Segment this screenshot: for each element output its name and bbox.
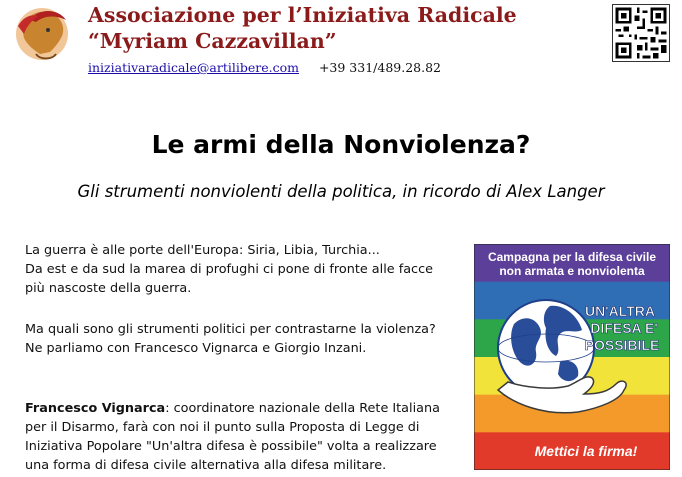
poster-slogan-line1: UN'ALTRA [585,303,655,319]
speaker-line: una forma di difesa civile alternativa alla difesa militare. [25,458,387,473]
intro-line: più nascoste della guerra. [25,281,192,296]
intro-paragraph [25,241,465,298]
page-title: Le armi della Nonviolenza? [151,130,531,159]
speaker-role: : coordinatore nazionale della Rete Italiana [165,401,440,416]
speaker-line: per il Disarmo, farà con noi il punto sulla Proposta di Legge di [25,420,420,435]
poster-header-line2: non armata e nonviolenta [499,264,645,278]
intro-line: Da est e da sud la marea di profughi ci pone di fronte alle facce [25,262,433,277]
poster-slogan-line3: POSSIBILE [584,337,660,353]
question-paragraph [25,320,465,358]
qr-code-icon [612,4,670,62]
association-logo [10,4,78,62]
phone-number: +39 331/489.28.82 [318,60,441,75]
organization-name-line2: “Myriam Cazzavillan” [88,29,337,53]
radical-rose-profile-icon [10,4,78,62]
intro-line: La guerra è alle porte dell'Europa: Siria, Libia, Turchia... [25,243,380,258]
poster-header-line1: Campagna per la difesa civile [487,250,657,264]
organization-name-line1: Associazione per l’Iniziativa Radicale [88,3,517,27]
speaker-name: Francesco Vignarca [25,401,166,416]
question-line: Ne parliamo con Francesco Vignarca e Giorgio Inzani. [25,341,367,356]
campaign-poster [474,244,670,470]
contact-info [88,60,441,75]
email-link[interactable]: iniziativaradicale@artilibere.com [88,60,299,75]
question-line: Ma quali sono gli strumenti politici per contrastarne la violenza? [25,322,436,337]
organization-name [88,2,517,54]
poster-slogan-line2: DIFESA E' [590,320,658,336]
speaker-line [25,399,465,418]
poster-footer: Mettici la firma! [534,443,638,459]
speaker-paragraph [25,399,465,475]
speaker-line: Iniziativa Popolare "Un'altra difesa è possibile" volta a realizzare [25,439,437,454]
page-subtitle: Gli strumenti nonviolenti della politica, in ricordo di Alex Langer [77,182,605,201]
